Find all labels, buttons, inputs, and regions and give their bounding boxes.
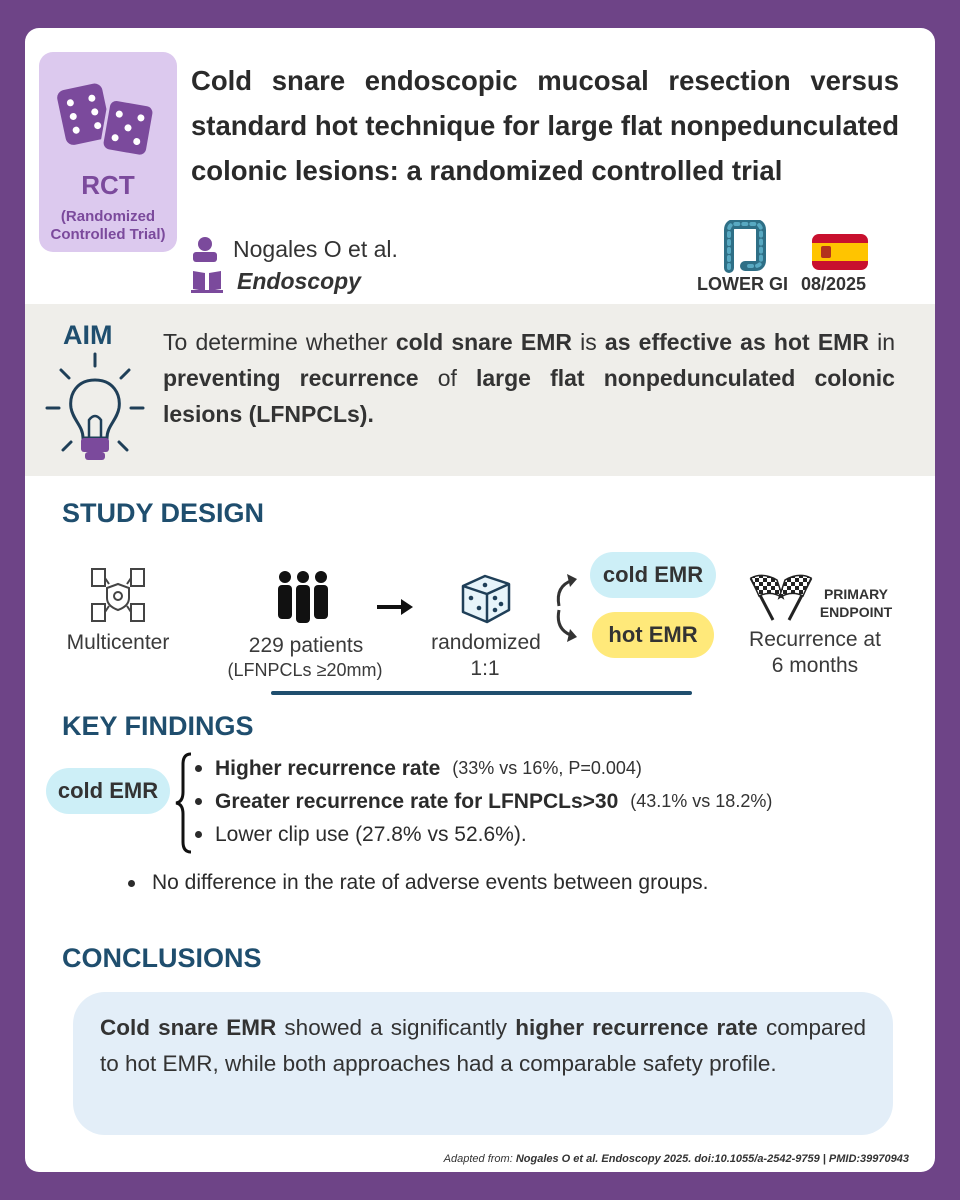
aim-text-segment: preventing recurrence	[163, 365, 419, 391]
primary-endpoint-label-line2: ENDPOINT	[819, 604, 893, 620]
citation-prefix: Adapted from:	[443, 1153, 516, 1165]
hospital-network-icon	[89, 566, 147, 624]
rct-label: RCT	[81, 170, 135, 200]
rct-sublabel-line2: Controlled Trial)	[50, 226, 166, 243]
branch-arrows-icon	[545, 570, 581, 646]
colon-icon	[715, 220, 771, 274]
lightbulb-icon	[43, 350, 147, 480]
rct-badge	[39, 52, 177, 252]
finding-main: Lower clip use (27.8% vs 52.6%).	[215, 822, 527, 846]
rct-sublabel	[39, 208, 177, 244]
curly-brace-icon	[173, 752, 193, 854]
patients-group-icon	[275, 569, 331, 625]
study-design-heading: STUDY DESIGN	[62, 498, 265, 528]
checkered-flags-icon	[743, 574, 819, 622]
author-name: Nogales O et al.	[233, 235, 398, 262]
rct-sublabel-line1: (Randomized	[60, 208, 156, 225]
conclusion-text-segment: Cold snare EMR	[100, 1015, 277, 1040]
conclusions-heading: CONCLUSIONS	[62, 943, 262, 973]
dice-icon	[55, 72, 161, 164]
infographic-card	[25, 28, 935, 1172]
conclusion-text-segment: compared to hot EMR, while both approaches had a comparable safety profile.	[100, 1015, 867, 1076]
randomized-label: randomized	[431, 631, 541, 654]
spain-flag-icon	[812, 234, 868, 270]
primary-endpoint-line2: 6 months	[771, 654, 859, 677]
area-tag: LOWER GI	[697, 274, 788, 294]
aim-section	[25, 304, 935, 476]
aim-text-segment: in	[868, 329, 896, 355]
journal-name: Endoscopy	[237, 267, 361, 294]
person-icon	[191, 235, 219, 263]
conclusion-text-segment: higher recurrence rate	[515, 1015, 758, 1040]
article-title: Cold snare endoscopic mucosal resection versus standard hot technique for large flat nonpedunculated colonic lesions: a randomized controlled trial	[191, 65, 899, 186]
finding-item	[195, 818, 772, 851]
finding-item	[195, 785, 772, 818]
multicenter-label: Multicenter	[66, 631, 170, 654]
patients-criteria: (LFNPCLs ≥20mm)	[227, 660, 383, 680]
cold-emr-arm: cold EMR	[590, 552, 716, 598]
aim-heading: AIM	[63, 320, 113, 350]
finding-item	[195, 752, 772, 785]
hot-emr-arm: hot EMR	[592, 612, 714, 658]
die-icon	[455, 572, 515, 624]
aim-text-segment: To determine whether	[163, 329, 396, 355]
primary-endpoint-line1: Recurrence at	[749, 628, 881, 651]
aim-text-segment: as effective as hot EMR	[604, 329, 869, 355]
finding-stat: (43.1% vs 18.2%)	[630, 791, 773, 811]
key-findings-heading: KEY FINDINGS	[62, 711, 254, 741]
citation-text: Nogales O et al. Endoscopy 2025. doi:10.1055/a-2542-9759 | PMID:39970943	[515, 1153, 909, 1165]
aim-text-segment: of	[418, 365, 476, 391]
conclusion-text-segment: showed a significantly	[276, 1015, 516, 1040]
primary-endpoint-label-line1: PRIMARY	[823, 586, 889, 602]
arrow-right-icon	[375, 597, 415, 617]
aim-text	[163, 324, 895, 432]
general-finding	[128, 871, 708, 895]
conclusions-box	[73, 992, 893, 1135]
author-row	[191, 234, 398, 264]
finding-stat: (33% vs 16%, P=0.004)	[452, 758, 642, 778]
primary-endpoint-label	[811, 585, 901, 621]
journal-row	[191, 266, 361, 296]
aim-text-segment: large flat nonpedunculated colonic lesions (LFNPCLs).	[163, 365, 895, 427]
aim-text-segment: cold snare EMR	[395, 329, 572, 355]
book-icon	[191, 268, 223, 294]
aim-text-segment: is	[571, 329, 605, 355]
section-divider	[271, 691, 692, 695]
findings-list	[195, 752, 772, 851]
randomization-ratio: 1:1	[470, 657, 500, 680]
patients-count: 229 patients	[248, 634, 364, 657]
general-finding-text: No difference in the rate of adverse events between groups.	[152, 871, 709, 894]
findings-group-pill: cold EMR	[46, 768, 170, 814]
finding-main: Greater recurrence rate for LFNPCLs>30	[215, 789, 619, 813]
finding-main: Higher recurrence rate	[215, 756, 441, 780]
date-tag: 08/2025	[801, 274, 867, 294]
citation-footer	[444, 1153, 909, 1165]
primary-endpoint-text	[729, 627, 901, 679]
